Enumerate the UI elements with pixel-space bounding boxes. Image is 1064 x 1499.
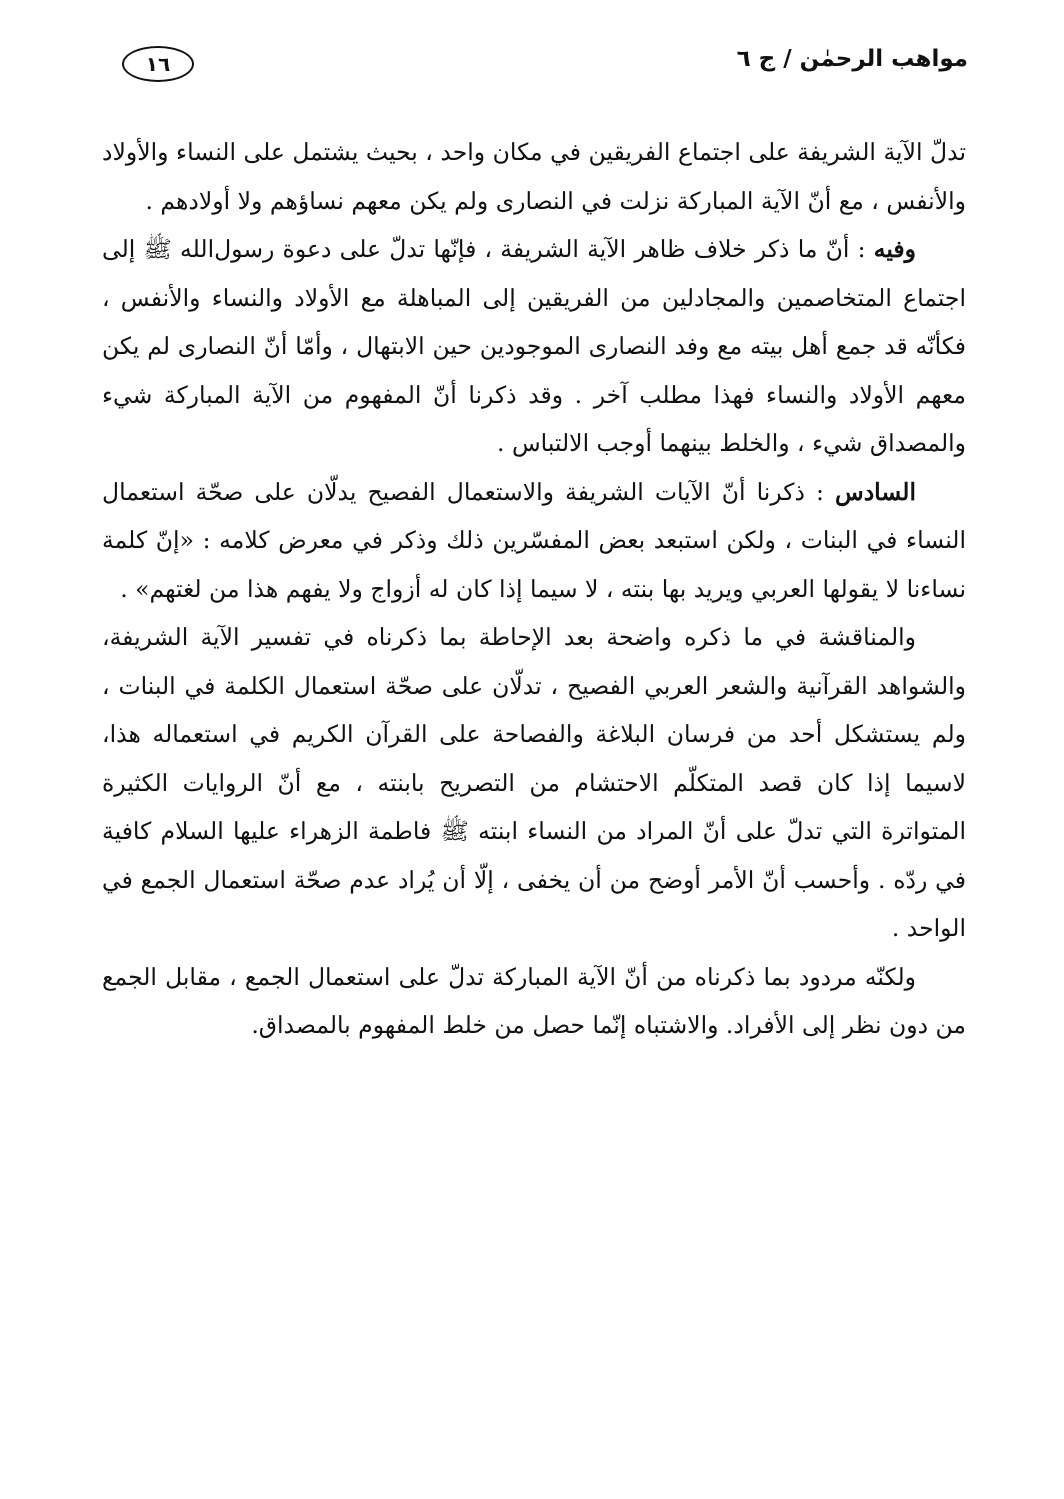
running-title: مواهب الرحمٰن / ج ٦: [736, 46, 968, 72]
paragraph-text: ولكنّه مردود بما ذكرناه من أنّ الآية المباركة تدلّ على استعمال الجمع ، مقابل الجمع من دون نظر إلى الأفراد. والاشتباه إنّما حصل من خلط المفهوم بالمصداق.: [102, 962, 966, 1039]
paragraph-text: : ذكرنا أنّ الآيات الشريفة والاستعمال الفصيح يدلّان على صحّة استعمال النساء في البنات ، ولكن استبعد بعض المفسّرين ذلك وذكر في معرض كلامه : «إنّ كلمة نساءنا لا يقولها العربي ويريد بها بنته ، لا سيما إذا كان له أزواج ولا يفهم هذا من لغتهم» .: [102, 477, 966, 603]
paragraph-text: تدلّ الآية الشريفة على اجتماع الفريقين في مكان واحد ، بحيث يشتمل على النساء والأولاد والأنفس ، مع أنّ الآية المباركة نزلت في النصارى ولم يكن معهم نساؤهم ولا أولادهم .: [102, 138, 966, 215]
paragraph-text: : أنّ ما ذكر خلاف ظاهر الآية الشريفة ، فإنّها تدلّ على دعوة رسول‌الله ﷺ إلى اجتماع المتخاصمين والمجادلين من الفريقين إلى المباهلة مع الأولاد والنساء والأنفس ، فكأنّه قد جمع أهل بيته مع وفد النصارى الموجودين حين الابتهال ، وأمّا أنّ النصارى لم يكن معهم الأولاد والنساء فهذا مطلب آخر . وقد ذكرنا أنّ المفهوم من الآية المباركة شيء والمصداق شيء ، والخلط بينهما أوجب الالتباس .: [102, 235, 966, 457]
paragraph-text: والمناقشة في ما ذكره واضحة بعد الإحاطة بما ذكرناه في تفسير الآية الشريفة، والشواهد القرآنية والشعر العربي الفصيح ، تدلّان على صحّة استعمال الكلمة في البنات ، ولم يستشكل أحد من فرسان البلاغة والفصاحة على القرآن الكريم في استعماله هذا، لاسيما إذا كان قصد المتكلّم الاحتشام من التصريح بابنته ، مع أنّ الروايات الكثيرة المتواترة التي تدلّ على أنّ المراد من النساء ابنته ﷺ فاطمة الزهراء عليها السلام كافية في ردّه . وأحسب أنّ الأمر أوضح من أن يخفى ، إلّا أن يُراد عدم صحّة استعمال الجمع في الواحد .: [102, 623, 966, 942]
paragraph: [102, 468, 966, 614]
page-header: [96, 38, 968, 90]
paragraph: [102, 953, 966, 1050]
paragraph-lead: السادس: [835, 477, 916, 506]
paragraph-lead: وفيه: [873, 235, 916, 263]
page-body: [102, 128, 966, 1050]
paragraph: [102, 613, 966, 953]
page-number: ١٦: [122, 46, 194, 82]
paragraph: [102, 225, 966, 468]
paragraph: [102, 128, 966, 225]
